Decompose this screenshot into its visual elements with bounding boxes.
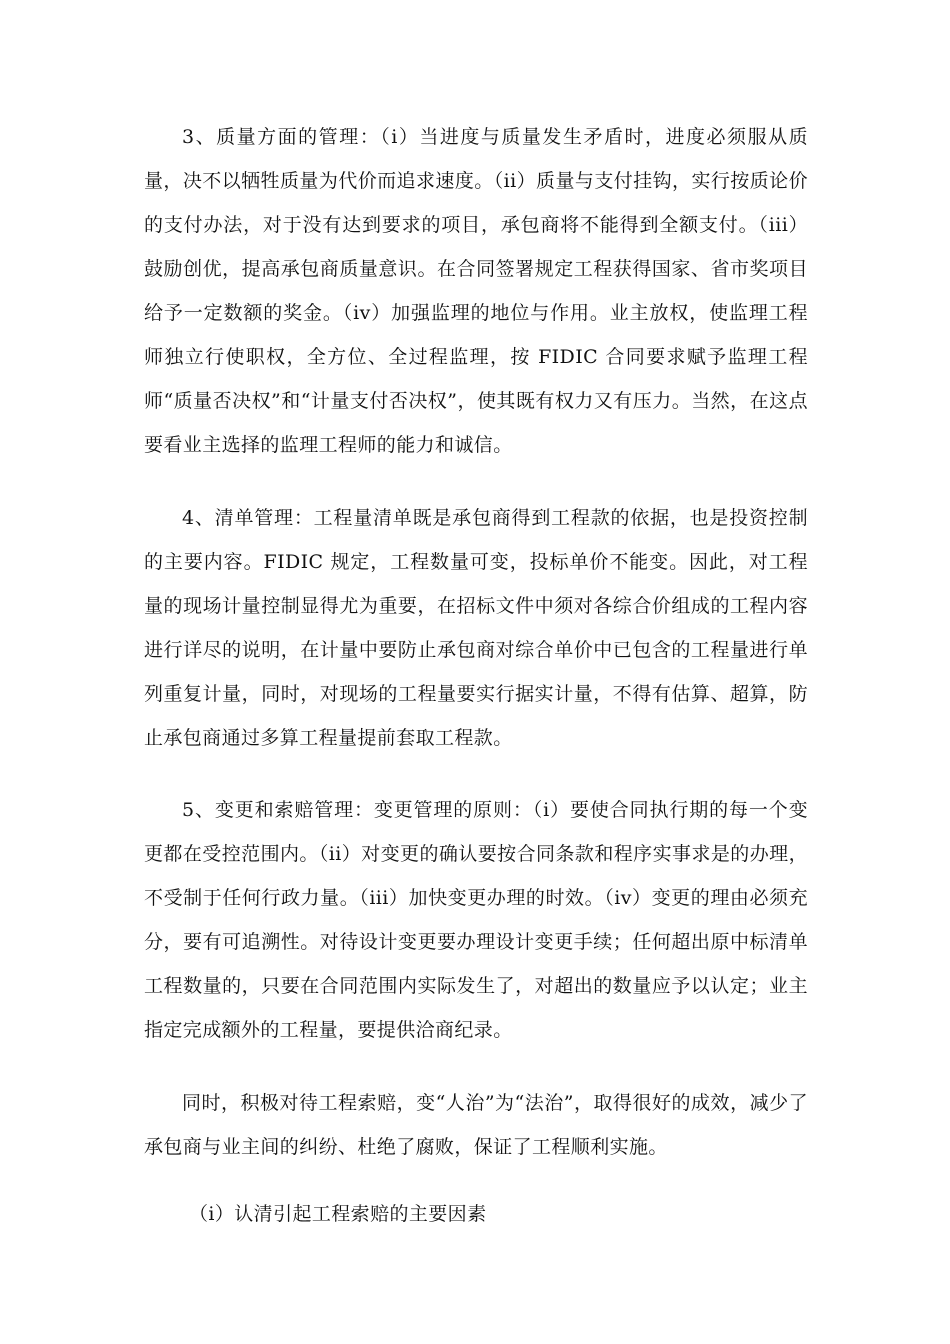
paragraph-claim-factors-heading: （i）认清引起工程索赔的主要因素	[189, 1203, 487, 1225]
paragraph-change-claim-management: 5、变更和索赔管理：变更管理的原则：（i）要使合同执行期的每一个变更都在受控范围内。（ii）对变更的确认要按合同条款和程序实事求是的办理，不受制于任何行政力量。（iii）加快变更办理的时效。（iv）变更的理由必须充分，要有可追溯性。对待设计变更要办理设计变更手续；任何超出原中标清单工程数量的，只要在合同范围内实际发生了，对超出的数量应予以认定；业主指定完成额外的工程量，要提供洽商纪录。	[144, 799, 808, 1041]
paragraph-bill-management: 4、清单管理：工程量清单既是承包商得到工程款的依据，也是投资控制的主要内容。FIDIC 规定，工程数量可变，投标单价不能变。因此，对工程量的现场计量控制显得尤为重要，在招标文件中须对各综合价组成的工程内容进行详尽的说明，在计量中要防止承包商对综合单价中已包含的工程量进行单列重复计量，同时，对现场的工程量要实行据实计量，不得有估算、超算，防止承包商通过多算工程量提前套取工程款。	[144, 507, 808, 749]
paragraph-claims-approach: 同时，积极对待工程索赔，变“人治”为“法治”，取得很好的成效，减少了承包商与业主间的纠纷、杜绝了腐败，保证了工程顺利实施。	[144, 1092, 808, 1158]
paragraph-quality-management: 3、质量方面的管理：（i）当进度与质量发生矛盾时，进度必须服从质量，决不以牺牲质量为代价而追求速度。（ii）质量与支付挂钩，实行按质论价的支付办法，对于没有达到要求的项目，承包商将不能得到全额支付。（iii）鼓励创优，提高承包商质量意识。在合同签署规定工程获得国家、省市奖项目给予一定数额的奖金。（iv）加强监理的地位与作用。业主放权，使监理工程师独立行使职权，全方位、全过程监理，按 FIDIC 合同要求赋予监理工程师“质量否决权”和“计量支付否决权”，使其既有权力又有压力。当然，在这点要看业主选择的监理工程师的能力和诚信。	[144, 126, 808, 456]
